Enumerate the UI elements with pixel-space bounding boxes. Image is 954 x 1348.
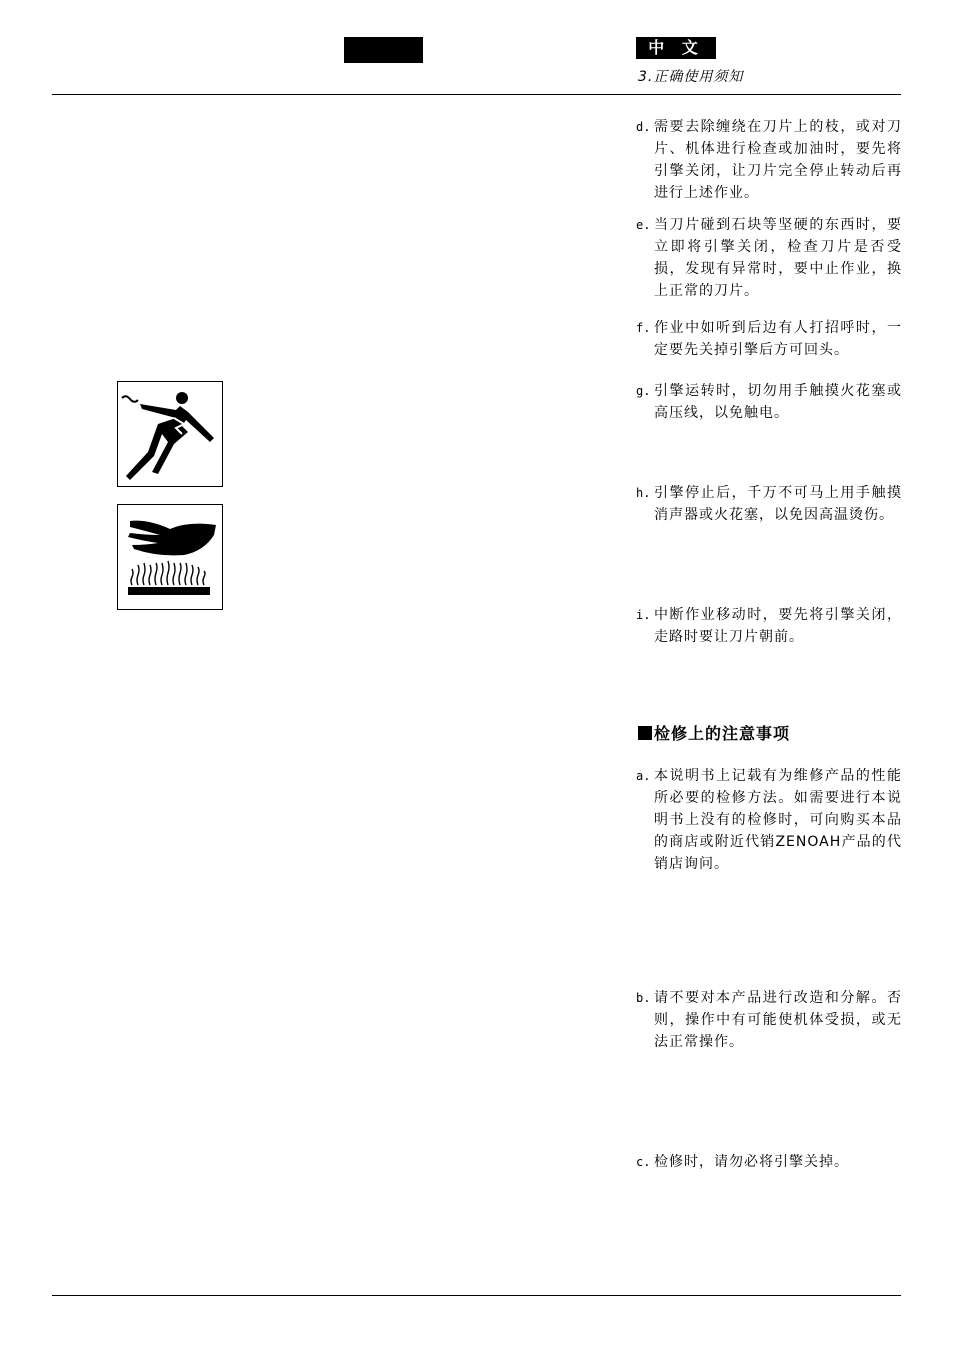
item-label: b. bbox=[636, 991, 651, 1005]
maintenance-item-b bbox=[636, 987, 902, 1053]
item-text: 检修时，请勿必将引擎关掉。 bbox=[654, 1154, 849, 1170]
safety-item-g bbox=[636, 380, 902, 424]
electric-shock-icon bbox=[117, 381, 223, 487]
item-label: g. bbox=[636, 384, 651, 398]
item-text: 引擎停止后，千万不可马上用手触摸消声器或火花塞，以免因高温烫伤。 bbox=[654, 485, 902, 523]
safety-item-e bbox=[636, 214, 902, 302]
maintenance-heading-text: 检修上的注意事项 bbox=[654, 724, 791, 743]
item-text: 中断作业移动时，要先将引擎关闭，走路时要让刀片朝前。 bbox=[654, 607, 902, 645]
section-title: 3.正确使用须知 bbox=[638, 69, 744, 85]
safety-item-h bbox=[636, 482, 902, 526]
header-black-tab bbox=[344, 37, 423, 63]
item-label: a. bbox=[636, 769, 651, 783]
item-label: d. bbox=[636, 120, 651, 134]
item-label: e. bbox=[636, 218, 651, 232]
item-text: 本说明书上记载有为维修产品的性能所必要的检修方法。如需要进行本说明书上没有的检修时，可向购买本品的商店或附近代销ZENOAH产品的代销店询问。 bbox=[654, 768, 902, 872]
footer-divider bbox=[52, 1295, 901, 1296]
item-label: f. bbox=[636, 321, 651, 335]
safety-item-i bbox=[636, 604, 902, 648]
item-label: i. bbox=[636, 608, 651, 622]
safety-item-d bbox=[636, 116, 902, 204]
square-bullet-icon bbox=[638, 726, 652, 740]
header-divider bbox=[52, 94, 901, 95]
item-text: 需要去除缠绕在刀片上的枝，或对刀片、机体进行检查或加油时，要先将引擎关闭，让刀片完全停止转动后再进行上述作业。 bbox=[654, 119, 902, 201]
maintenance-item-c bbox=[636, 1151, 902, 1173]
item-text: 请不要对本产品进行改造和分解。否则，操作中有可能使机体受损，或无法正常操作。 bbox=[654, 990, 902, 1050]
maintenance-item-a bbox=[636, 765, 902, 875]
item-text: 引擎运转时，切勿用手触摸火花塞或高压线，以免触电。 bbox=[654, 383, 902, 421]
item-text: 当刀片碰到石块等坚硬的东西时，要立即将引擎关闭，检查刀片是否受损，发现有异常时，要中止作业，换上正常的刀片。 bbox=[654, 217, 902, 299]
language-tab: 中 文 bbox=[636, 37, 716, 59]
safety-item-f bbox=[636, 317, 902, 361]
hot-surface-icon bbox=[117, 504, 223, 610]
item-label: h. bbox=[636, 486, 651, 500]
item-text: 作业中如听到后边有人打招呼时，一定要先关掉引擎后方可回头。 bbox=[654, 320, 902, 358]
item-label: c. bbox=[636, 1155, 651, 1169]
maintenance-heading bbox=[638, 723, 790, 745]
